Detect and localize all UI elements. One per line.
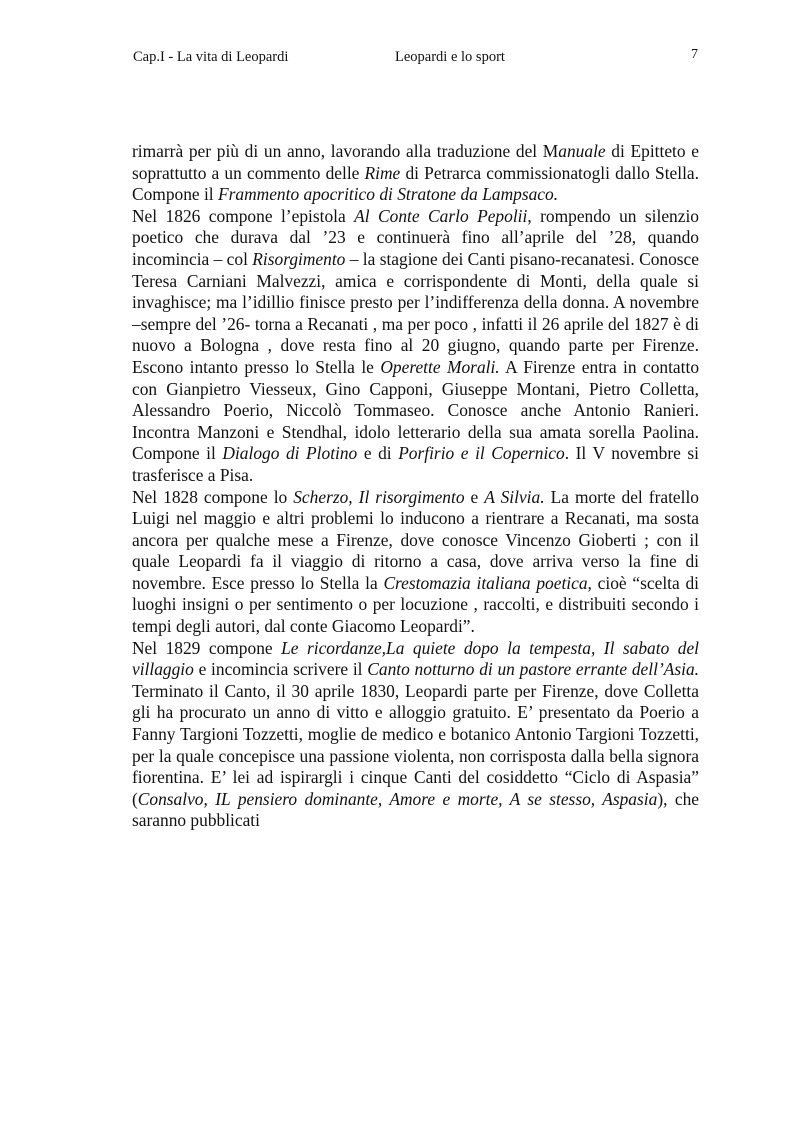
italic-text: Operette Morali. <box>380 356 500 377</box>
page-number: 7 <box>691 47 698 62</box>
italic-text: Le ricordanze,La quiete dopo la tempesta, Il sabato del villaggio <box>132 637 699 680</box>
italic-text: Risorgimento <box>252 248 346 269</box>
chapter-title: Cap.I - La vita di Leopardi <box>133 49 289 65</box>
body-text <box>132 141 699 832</box>
text-run: . Il V novembre si trasferisce a Pisa. <box>132 443 699 485</box>
text-run: Nel 1829 compone <box>132 637 282 658</box>
text-run: e di <box>357 443 399 464</box>
text-run: , rompendo un silenzio poetico che durava dal ’23 e continuerà fino all’aprile del ’28, quando incomincia – col <box>132 205 699 269</box>
text-run: e <box>464 486 485 507</box>
text-run: di Epitteto e soprattutto a un commento delle <box>132 141 699 183</box>
paragraph <box>132 638 699 832</box>
italic-text: A Silvia. <box>484 486 545 507</box>
page-header <box>133 49 698 69</box>
text-run: ), che saranno pubblicati <box>132 788 699 831</box>
paragraph <box>132 487 699 638</box>
text-run: e incomincia scrivere il <box>193 659 368 680</box>
text-run: Nel 1828 compone lo <box>132 486 294 507</box>
italic-text: anuale <box>558 141 606 161</box>
italic-text: Crestomazia italiana poetica, <box>383 572 592 593</box>
text-run: La morte del fratello Luigi nel maggio e altri problemi lo inducono a rientrare a Recanati, ma sosta ancora per qualche mese a Firenze, dove conosce Vincenzo Gioberti ; con il quale Leopardi fa il viaggio di ritorno a casa, dove arriva verso la fine di novembre. Esce presso lo Stella la <box>132 486 699 593</box>
text-run: rimarrà per più di un anno, lavorando alla traduzione del M <box>132 141 559 161</box>
italic-text: Canto notturno di un pastore errante dell’Asia. <box>367 659 699 680</box>
text-run: – la stagione dei Canti pisano-recanatesi. Conosce Teresa Carniani Malvezzi, amica e corrispondente di Monti, della quale si invaghisce; ma l’idillio finisce presto per l’indifferenza della donna. A novembre –sempre del ’26- torna a Recanati , ma per poco , infatti il 26 aprile del 1827 è di nuovo a Bologna , dove resta fino al 20 giugno, quando parte per Firenze. Escono intanto presso lo Stella le <box>132 248 699 377</box>
italic-text: Frammento apocritico di Stratone da Lampsaco. <box>218 184 559 205</box>
text-run: Terminato il Canto, il 30 aprile 1830, Leopardi parte per Firenze, dove Colletta gli ha procurato un anno di vitto e alloggio gratuito. E’ presentato da Poerio a Fanny Targioni Tozzetti, moglie de medico e botanico Antonio Targioni Tozzetti, per la quale concepisce una passione violenta, non corrisposta dalla bella signora fiorentina. E’ lei ad ispirargli i cinque Canti del cosiddetto “Ciclo di Aspasia” ( <box>132 680 699 809</box>
text-run: di Petrarca commissionatogli dallo Stella. Compone il <box>132 162 699 205</box>
italic-text: Al Conte Carlo Pepolii <box>354 205 528 226</box>
italic-text: Scherzo, Il risorgimento <box>293 486 465 507</box>
text-run: Nel 1826 compone l’epistola <box>132 205 355 226</box>
paragraph <box>132 206 699 487</box>
text-run: A Firenze entra in contatto con Gianpietro Viesseux, Gino Capponi, Giuseppe Montani, Pietro Colletta, Alessandro Poerio, Niccolò Tommaseo. Conosce anche Antonio Ranieri. Incontra Manzoni e Stendhal, idolo letterario della sua amata sorella Paolina. Compone il <box>132 356 700 464</box>
text-run: cioè “scelta di luoghi insigni o per sentimento o per locuzione , raccolti, e distribuiti secondo i tempi degli autori, dal conte Giacomo Leopardi”. <box>132 572 700 637</box>
running-title: Leopardi e lo sport <box>395 49 505 65</box>
italic-text: Porfirio e il Copernico <box>398 443 565 464</box>
paragraph <box>132 141 699 206</box>
italic-text: Rime <box>364 162 401 183</box>
italic-text: Dialogo di Plotino <box>222 443 358 464</box>
italic-text: Consalvo, IL pensiero dominante, Amore e morte, A se stesso, Aspasia <box>137 788 658 809</box>
